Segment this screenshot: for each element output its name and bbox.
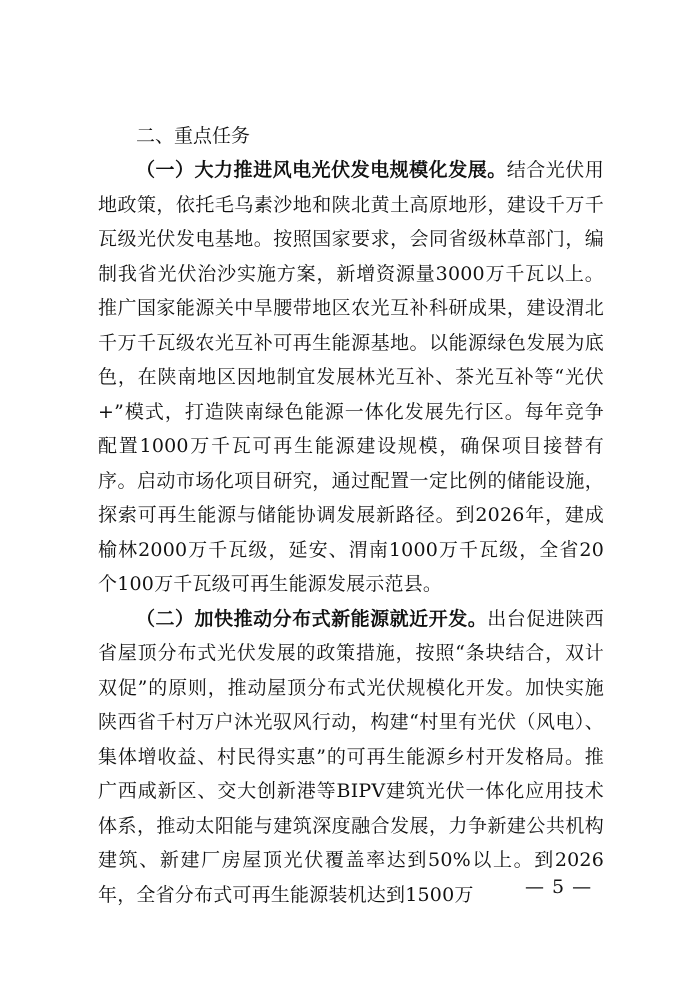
paragraph-lead: （二）加快推动分布式新能源就近开发。	[136, 607, 488, 630]
paragraph-text: 结合光伏用地政策，依托毛乌素沙地和陕北黄土高原地形，建设千万千瓦级光伏发电基地。按照国家要求，会同省级林草部门，编制我省光伏治沙实施方案，新增资源量3000万千瓦以上。推广国家能源关中旱腰带地区农光互补科研成果，建设渭北千万千瓦级农光互补可再生能源基地。以能源绿色发展为底色，在陕南地区因地制宜发展林光互补、茶光互补等“光伏+”模式，打造陕南绿色能源一体化发展先行区。每年竞争配置1000万千瓦可再生能源建设规模，确保项目接替有序。启动市场化项目研究，通过配置一定比例的储能设施，探索可再生能源与储能协调发展新路径。到2026年，建成榆林2000万千瓦级，延安、渭南1000万千瓦级，全省20个100万千瓦级可再生能源发展示范县。	[98, 159, 604, 595]
page-content	[98, 120, 604, 912]
paragraph-distributed-energy	[98, 602, 604, 913]
section-heading: 二、重点任务	[136, 125, 251, 147]
page-number: — 5 —	[525, 876, 593, 898]
paragraph-lead: （一）大力推进风电光伏发电规模化发展。	[136, 159, 507, 181]
paragraph-text: 出台促进陕西省屋顶分布式光伏发展的政策措施，按照“条块结合，双计双促”的原则，推动屋顶分布式光伏规模化开发。加快实施陕西省千村万户沐光驭风行动，构建“村里有光伏（风电）、集体增收益、村民得实惠”的可再生能源乡村开发格局。推广西咸新区、交大创新港等BIPV建筑光伏一体化应用技术体系，推动太阳能与建筑深度融合发展，力争新建公共机构建筑、新建厂房屋顶光伏覆盖率达到50%以上。到2026年，全省分布式可再生能源装机达到1500万	[98, 607, 604, 906]
paragraph-wind-solar	[98, 153, 604, 602]
